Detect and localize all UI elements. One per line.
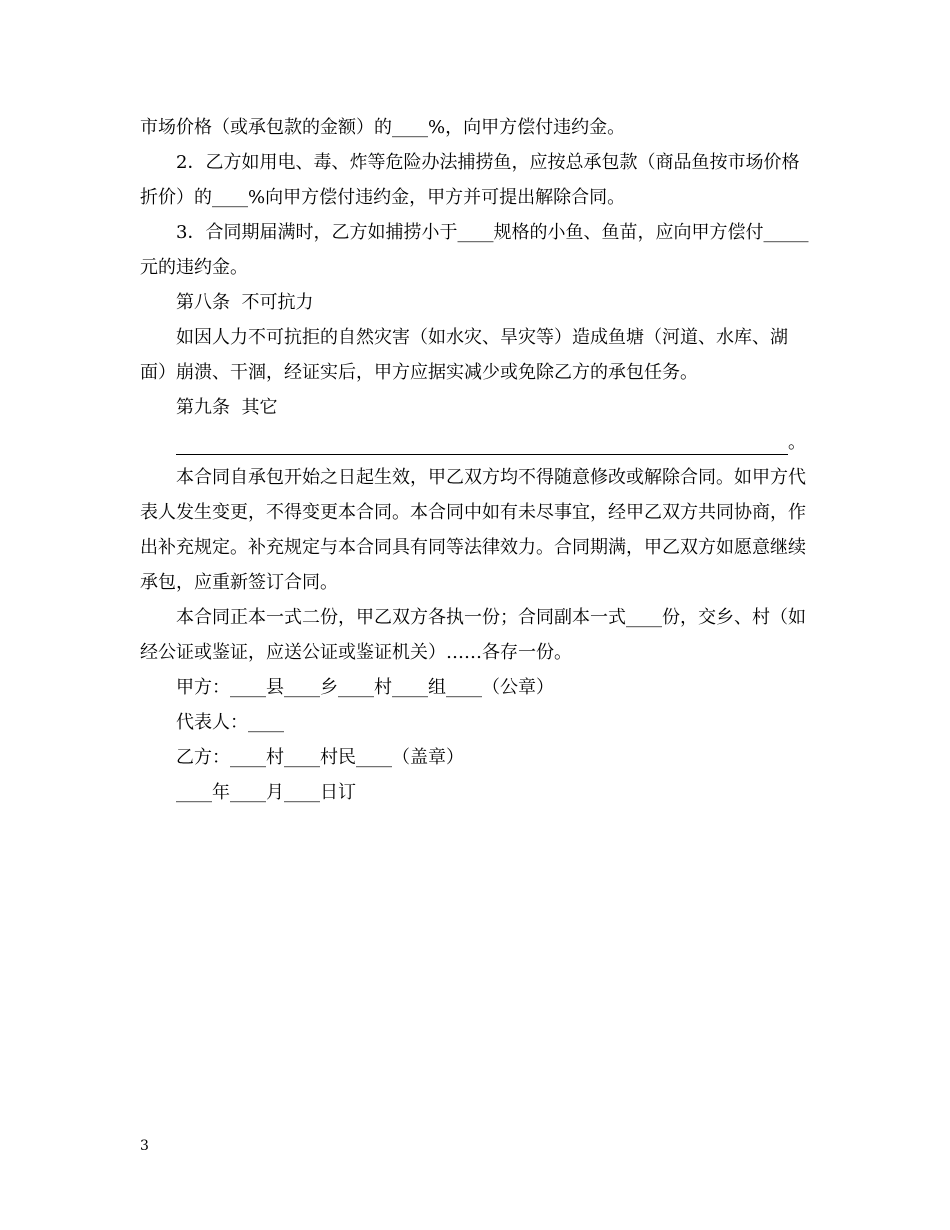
blank-underline bbox=[176, 432, 788, 455]
clause-3-penalty: 3．合同期届满时，乙方如捕捞小于____规格的小鱼、鱼苗，应向甲方偿付_____元的违约金。 bbox=[140, 222, 809, 278]
representative-signature: 代表人：____ bbox=[176, 712, 284, 733]
copies-clause: 本合同正本一式二份，甲乙双方各执一份；合同副本一式____份，交乡、村（如经公证或鉴证，应送公证或鉴证机关）……各存一份。 bbox=[140, 607, 806, 663]
clause-2-penalty: 2．乙方如用电、毒、炸等危险办法捕捞鱼，应按总承包款（商品鱼按市场价格折价）的____%向甲方偿付违约金，甲方并可提出解除合同。 bbox=[140, 152, 800, 208]
signing-date: ____年____月____日订 bbox=[176, 782, 356, 803]
party-a-signature: 甲方：____县____乡____村____组____（公章） bbox=[176, 677, 554, 698]
party-b-signature: 乙方：____村____村民____（盖章） bbox=[176, 747, 464, 768]
fill-in-blank-line bbox=[140, 425, 810, 460]
blank-line-period: 。 bbox=[788, 432, 806, 453]
paragraph-continuation: 市场价格（或承包款的金额）的____%，向甲方偿付违约金。 bbox=[140, 117, 626, 138]
article-8-text: 如因人力不可抗拒的自然灾害（如水灾、旱灾等）造成鱼塘（河道、水库、湖面）崩溃、干涸，经证实后，甲方应据实减少或免除乙方的承包任务。 bbox=[140, 327, 788, 383]
page-number: 3 bbox=[140, 1138, 149, 1154]
article-8-heading: 第八条 不可抗力 bbox=[176, 292, 314, 313]
effectiveness-clause: 本合同自承包开始之日起生效，甲乙双方均不得随意修改或解除合同。如甲方代表人发生变更，不得变更本合同。本合同中如有未尽事宜，经甲乙双方共同协商，作出补充规定。补充规定与本合同具有同等法律效力。合同期满，甲乙双方如愿意继续承包，应重新签订合同。 bbox=[140, 467, 806, 593]
contract-body bbox=[140, 110, 810, 810]
article-9-heading: 第九条 其它 bbox=[176, 397, 278, 418]
